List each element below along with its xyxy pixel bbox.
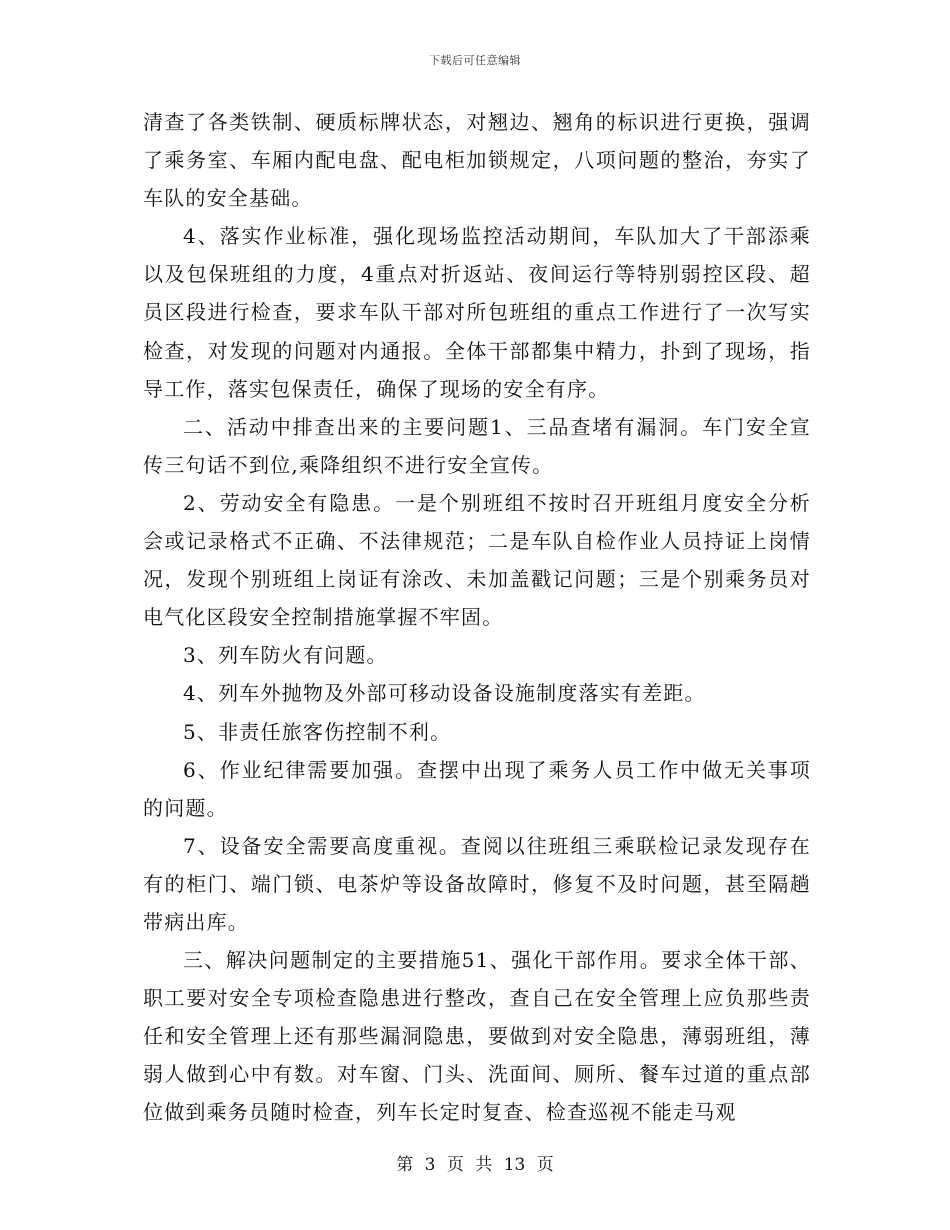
paragraph: 4、列车外抛物及外部可移动设备设施制度落实有差距。 [183, 681, 706, 706]
paragraph: 2、劳动安全有隐患。一是个别班组不按时召开班组月度安全分析会或记录格式不正确、不法律规范；二是车队自检作业人员持证上岗情况，发现个别班组上岗证有涂改、未加盖戳记问题；三是个别乘务员对电气化区段安全控制措施掌握不牢固。 [143, 490, 811, 630]
paragraph: 清查了各类铁制、硬质标牌状态，对翘边、翘角的标识进行更换，强调了乘务室、车厢内配电盘、配电柜加锁规定，八项问题的整治，夯实了车队的安全基础。 [143, 110, 811, 211]
paragraph: 二、活动中排查出来的主要问题1、三品查堵有漏洞。车门安全宣传三句话不到位,乘降组织不进行安全宣传。 [143, 414, 811, 477]
paragraph: 3、列车防火有问题。 [183, 643, 388, 668]
paragraph: 三、解决问题制定的主要措施51、强化干部作用。要求全体干部、职工要对安全专项检查隐患进行整改，查自己在安全管理上应负那些责任和安全管理上还有那些漏洞隐患，要做到对安全隐患，薄弱班组，薄弱人做到心中有数。对车窗、门头、洗面间、厕所、餐车过道的重点部位做到乘务员随时检查，列车长定时复查、检查巡视不能走马观 [143, 948, 811, 1125]
paragraph: 4、落实作业标准，强化现场监控活动期间，车队加大了干部添乘以及包保班组的力度，4重点对折返站、夜间运行等特别弱控区段、超员区段进行检查，要求车队干部对所包班组的重点工作进行了一次写实检查，对发现的问题对内通报。全体干部都集中精力，扑到了现场，指导工作，落实包保责任，确保了现场的安全有序。 [143, 224, 811, 401]
page-number-footer: 第 3 页 共 13 页 [396, 1155, 554, 1175]
document-body [143, 103, 811, 1132]
paragraph: 6、作业纪律需要加强。查摆中出现了乘务人员工作中做无关事项的问题。 [143, 757, 811, 820]
paragraph: 5、非责任旅客伤控制不利。 [183, 719, 452, 744]
page-header: 下载后可任意编辑 [429, 54, 521, 67]
paragraph: 7、设备安全需要高度重视。查阅以往班组三乘联检记录发现存在有的柜门、端门锁、电茶炉等设备故障时，修复不及时问题，甚至隔趟带病出库。 [143, 833, 811, 934]
